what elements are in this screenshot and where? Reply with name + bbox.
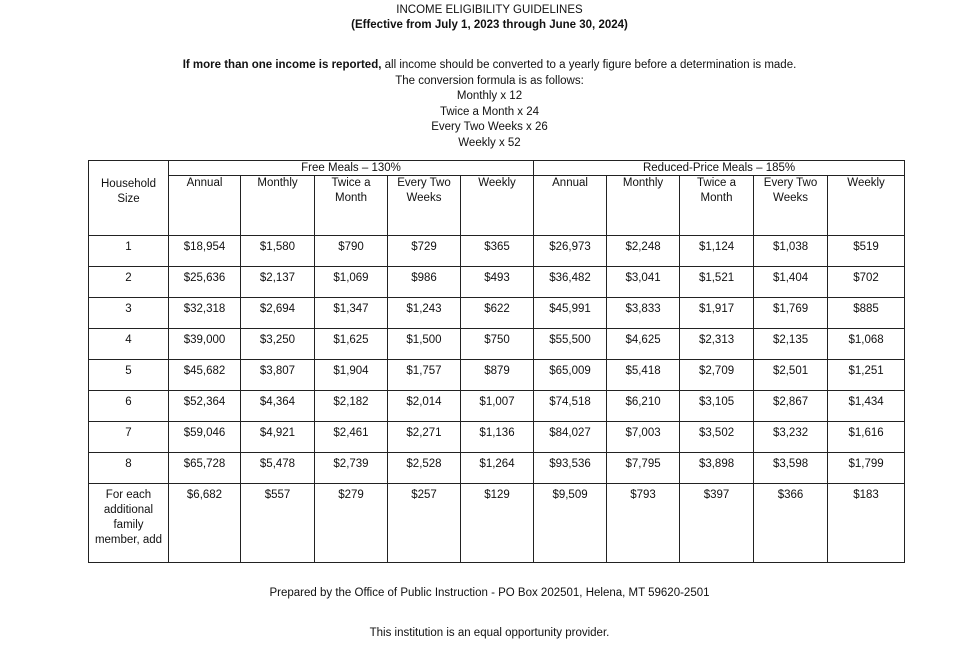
formula-label: The conversion formula is as follows: (395, 74, 584, 87)
formula-weekly: Weekly x 52 (458, 136, 521, 149)
household-size-cell: 5 (89, 360, 169, 391)
reduced-amount-cell: $885 (828, 298, 905, 329)
free-amount-cell: $2,182 (315, 391, 388, 422)
income-guidelines-table (88, 160, 905, 563)
effective-dates: (Effective from July 1, 2023 through June 30, 2024) (351, 19, 628, 31)
free-amount-cell: $1,136 (461, 422, 534, 453)
free-amount-cell: $4,364 (241, 391, 315, 422)
reduced-amount-cell: $3,105 (680, 391, 754, 422)
free-amount-cell: $129 (461, 484, 534, 563)
household-size-cell: For each additional family member, add (89, 484, 169, 563)
free-amount-cell: $279 (315, 484, 388, 563)
reduced-weekly-header: Weekly (828, 176, 905, 236)
reduced-amount-cell: $1,799 (828, 453, 905, 484)
free-amount-cell: $1,625 (315, 329, 388, 360)
free-amount-cell: $59,046 (169, 422, 241, 453)
reduced-amount-cell: $2,135 (754, 329, 828, 360)
free-amount-cell: $39,000 (169, 329, 241, 360)
equal-opportunity-note: This institution is an equal opportunity provider. (369, 627, 610, 639)
table-row (89, 298, 905, 329)
reduced-twice-a-month-header: Twice a Month (680, 176, 754, 236)
free-meals-header: Free Meals – 130% (169, 161, 534, 176)
reduced-amount-cell: $1,251 (828, 360, 905, 391)
reduced-amount-cell: $93,536 (534, 453, 607, 484)
reduced-price-meals-header: Reduced-Price Meals – 185% (534, 161, 905, 176)
free-amount-cell: $1,007 (461, 391, 534, 422)
reduced-amount-cell: $9,509 (534, 484, 607, 563)
household-size-cell: 8 (89, 453, 169, 484)
reduced-amount-cell: $366 (754, 484, 828, 563)
free-monthly-header: Monthly (241, 176, 315, 236)
free-amount-cell: $32,318 (169, 298, 241, 329)
household-size-cell: 3 (89, 298, 169, 329)
table-row (89, 267, 905, 298)
free-amount-cell: $557 (241, 484, 315, 563)
reduced-amount-cell: $5,418 (607, 360, 680, 391)
reduced-amount-cell: $7,795 (607, 453, 680, 484)
reduced-amount-cell: $397 (680, 484, 754, 563)
reduced-amount-cell: $519 (828, 236, 905, 267)
reduced-amount-cell: $2,248 (607, 236, 680, 267)
intro-lead-rest: all income should be converted to a yearly figure before a determination is made. (381, 59, 797, 71)
table-row (89, 484, 905, 563)
reduced-amount-cell: $1,068 (828, 329, 905, 360)
free-amount-cell: $1,904 (315, 360, 388, 391)
household-size-header: Household Size (89, 161, 169, 236)
free-amount-cell: $257 (388, 484, 461, 563)
household-size-cell: 6 (89, 391, 169, 422)
reduced-amount-cell: $6,210 (607, 391, 680, 422)
free-amount-cell: $750 (461, 329, 534, 360)
reduced-amount-cell: $3,833 (607, 298, 680, 329)
free-amount-cell: $4,921 (241, 422, 315, 453)
free-amount-cell: $5,478 (241, 453, 315, 484)
conversion-instructions (0, 58, 979, 151)
reduced-amount-cell: $36,482 (534, 267, 607, 298)
formula-twice-a-month: Twice a Month x 24 (439, 105, 540, 118)
reduced-amount-cell: $3,041 (607, 267, 680, 298)
intro-bold-lead: If more than one income is reported, (182, 59, 382, 71)
free-amount-cell: $1,264 (461, 453, 534, 484)
free-amount-cell: $2,271 (388, 422, 461, 453)
free-weekly-header: Weekly (461, 176, 534, 236)
free-amount-cell: $2,014 (388, 391, 461, 422)
free-amount-cell: $1,500 (388, 329, 461, 360)
free-amount-cell: $45,682 (169, 360, 241, 391)
reduced-amount-cell: $55,500 (534, 329, 607, 360)
free-amount-cell: $622 (461, 298, 534, 329)
household-size-cell: 2 (89, 267, 169, 298)
table-row (89, 453, 905, 484)
reduced-amount-cell: $45,991 (534, 298, 607, 329)
reduced-amount-cell: $4,625 (607, 329, 680, 360)
intro-sentence (0, 58, 979, 74)
free-amount-cell: $1,069 (315, 267, 388, 298)
free-amount-cell: $3,250 (241, 329, 315, 360)
free-amount-cell: $18,954 (169, 236, 241, 267)
free-amount-cell: $2,528 (388, 453, 461, 484)
free-amount-cell: $6,682 (169, 484, 241, 563)
reduced-amount-cell: $702 (828, 267, 905, 298)
reduced-amount-cell: $3,232 (754, 422, 828, 453)
reduced-amount-cell: $183 (828, 484, 905, 563)
free-amount-cell: $3,807 (241, 360, 315, 391)
free-amount-cell: $790 (315, 236, 388, 267)
free-amount-cell: $25,636 (169, 267, 241, 298)
group-header-row (89, 161, 905, 176)
free-amount-cell: $52,364 (169, 391, 241, 422)
reduced-amount-cell: $1,434 (828, 391, 905, 422)
free-amount-cell: $2,739 (315, 453, 388, 484)
table-row (89, 391, 905, 422)
table-row (89, 329, 905, 360)
reduced-amount-cell: $3,598 (754, 453, 828, 484)
free-amount-cell: $2,137 (241, 267, 315, 298)
reduced-amount-cell: $7,003 (607, 422, 680, 453)
free-amount-cell: $1,757 (388, 360, 461, 391)
free-amount-cell: $729 (388, 236, 461, 267)
free-amount-cell: $1,243 (388, 298, 461, 329)
reduced-amount-cell: $26,973 (534, 236, 607, 267)
free-every-two-weeks-header: Every Two Weeks (388, 176, 461, 236)
free-amount-cell: $493 (461, 267, 534, 298)
reduced-monthly-header: Monthly (607, 176, 680, 236)
column-header-row (89, 176, 905, 236)
free-amount-cell: $2,461 (315, 422, 388, 453)
free-amount-cell: $65,728 (169, 453, 241, 484)
reduced-amount-cell: $65,009 (534, 360, 607, 391)
reduced-amount-cell: $1,521 (680, 267, 754, 298)
reduced-amount-cell: $2,709 (680, 360, 754, 391)
free-amount-cell: $1,347 (315, 298, 388, 329)
reduced-annual-header: Annual (534, 176, 607, 236)
free-amount-cell: $1,580 (241, 236, 315, 267)
reduced-amount-cell: $1,404 (754, 267, 828, 298)
reduced-amount-cell: $74,518 (534, 391, 607, 422)
table-row (89, 236, 905, 267)
document-title: INCOME ELIGIBILITY GUIDELINES (396, 4, 583, 16)
reduced-amount-cell: $3,502 (680, 422, 754, 453)
reduced-every-two-weeks-header: Every Two Weeks (754, 176, 828, 236)
reduced-amount-cell: $1,616 (828, 422, 905, 453)
reduced-amount-cell: $1,124 (680, 236, 754, 267)
table-row (89, 422, 905, 453)
prepared-by-note: Prepared by the Office of Public Instruction - PO Box 202501, Helena, MT 59620-2501 (269, 587, 710, 599)
reduced-amount-cell: $3,898 (680, 453, 754, 484)
free-twice-a-month-header: Twice a Month (315, 176, 388, 236)
formula-every-two-weeks: Every Two Weeks x 26 (431, 121, 548, 133)
household-size-cell: 1 (89, 236, 169, 267)
household-size-cell: 4 (89, 329, 169, 360)
reduced-amount-cell: $1,038 (754, 236, 828, 267)
reduced-amount-cell: $1,917 (680, 298, 754, 329)
household-size-cell: 7 (89, 422, 169, 453)
reduced-amount-cell: $2,867 (754, 391, 828, 422)
reduced-amount-cell: $1,769 (754, 298, 828, 329)
free-amount-cell: $365 (461, 236, 534, 267)
reduced-amount-cell: $2,313 (680, 329, 754, 360)
table-row (89, 360, 905, 391)
formula-monthly: Monthly x 12 (456, 90, 523, 102)
free-amount-cell: $2,694 (241, 298, 315, 329)
reduced-amount-cell: $84,027 (534, 422, 607, 453)
free-annual-header: Annual (169, 176, 241, 236)
free-amount-cell: $879 (461, 360, 534, 391)
free-amount-cell: $986 (388, 267, 461, 298)
reduced-amount-cell: $793 (607, 484, 680, 563)
reduced-amount-cell: $2,501 (754, 360, 828, 391)
